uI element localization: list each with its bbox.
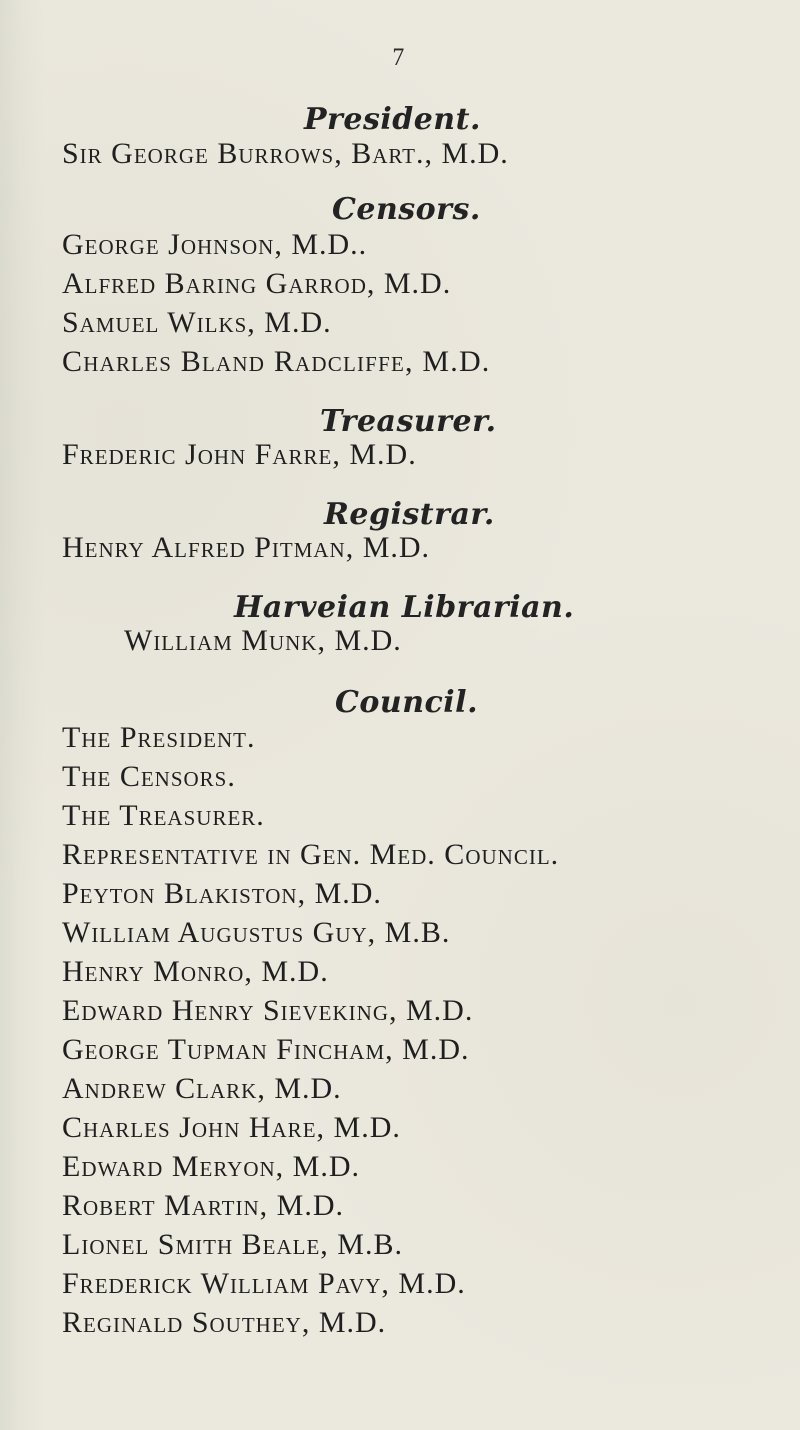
council-entry: The President.: [62, 721, 256, 754]
treasurer-name: Frederic John Farre, M.D.: [62, 438, 417, 471]
page-number: 7: [392, 44, 405, 71]
council-entry: George Tupman Fincham, M.D.: [62, 1033, 470, 1066]
council-entry: William Augustus Guy, M.B.: [62, 916, 451, 949]
council-entry: Representative in Gen. Med. Council.: [62, 838, 560, 871]
president-heading: President.: [304, 102, 481, 137]
council-entry: Andrew Clark, M.D.: [62, 1072, 342, 1105]
censor-entry: Alfred Baring Garrod, M.D.: [62, 267, 452, 300]
registrar-heading: Registrar.: [324, 497, 495, 532]
harveian-librarian-name: William Munk, M.D.: [124, 624, 402, 657]
council-entry: Peyton Blakiston, M.D.: [62, 877, 382, 910]
council-entry: Henry Monro, M.D.: [62, 955, 329, 988]
council-entry: Lionel Smith Beale, M.B.: [62, 1228, 403, 1261]
council-heading: Council.: [335, 685, 479, 720]
registrar-name: Henry Alfred Pitman, M.D.: [62, 531, 431, 564]
harveian-librarian-heading: Harveian Librarian.: [234, 590, 575, 625]
council-entry: The Treasurer.: [62, 799, 265, 832]
council-entry: Edward Henry Sieveking, M.D.: [62, 994, 474, 1027]
council-entry: Frederick William Pavy, M.D.: [62, 1267, 466, 1300]
council-entry: The Censors.: [62, 760, 236, 793]
censors-heading: Censors.: [332, 192, 481, 227]
censor-entry: Charles Bland Radcliffe, M.D.: [62, 345, 491, 378]
council-entry: Charles John Hare, M.D.: [62, 1111, 401, 1144]
president-name: Sir George Burrows, Bart., M.D.: [62, 137, 509, 170]
council-entry: Reginald Southey, M.D.: [62, 1306, 387, 1339]
censor-entry: Samuel Wilks, M.D.: [62, 306, 332, 339]
censor-entry: George Johnson, M.D..: [62, 228, 368, 261]
treasurer-heading: Treasurer.: [320, 404, 497, 439]
council-entry: Robert Martin, M.D.: [62, 1189, 344, 1222]
council-entry: Edward Meryon, M.D.: [62, 1150, 361, 1183]
